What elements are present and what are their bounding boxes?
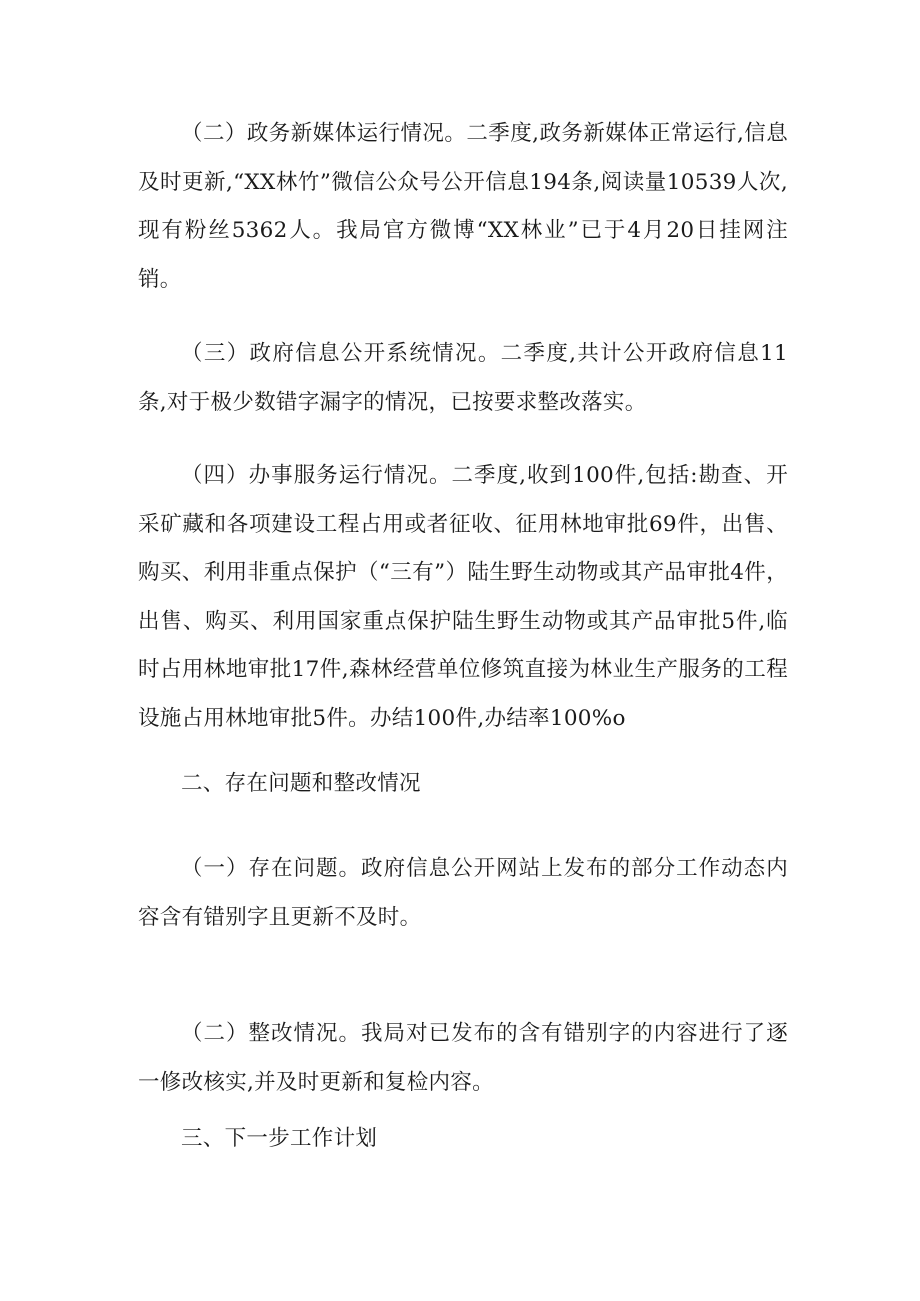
section-heading-problems: 二、存在问题和整改情况 [181, 771, 421, 796]
section-heading-next-steps: 三、下一步工作计划 [181, 1126, 378, 1151]
paragraph-services: （四）办事服务运行情况。二季度,收到100件,包括:勘查、开采矿藏和各项建设工程占用或者征收、征用林地审批69件，出售、购买、利用非重点保护（“三有”）陆生野生动物或其产品审批4件，出售、购买、利用国家重点保护陆生野生动物或其产品审批5件,临时占用林地审批17件,森林经营单位修筑直接为林业生产服务的工程设施占用林地审批5件。办结100件,办结率100%o [138, 463, 788, 731]
paragraph-problems: （一）存在问题。政府信息公开网站上发布的部分工作动态内容含有错别字且更新不及时。 [138, 856, 788, 930]
paragraph-rectification: （二）整改情况。我局对已发布的含有错别字的内容进行了逐一修改核实,并及时更新和复检内容。 [138, 1021, 788, 1095]
paragraph-info-system: （三）政府信息公开系统情况。二季度,共计公开政府信息11条,对于极少数错字漏字的情况，已按要求整改落实。 [138, 341, 788, 415]
paragraph-new-media: （二）政务新媒体运行情况。二季度,政务新媒体正常运行,信息及时更新,“XX林竹”微信公众号公开信息194条,阅读量10539人次,现有粉丝5362人。我局官方微博“XX林业”已于4月20日挂网注销。 [138, 121, 788, 292]
